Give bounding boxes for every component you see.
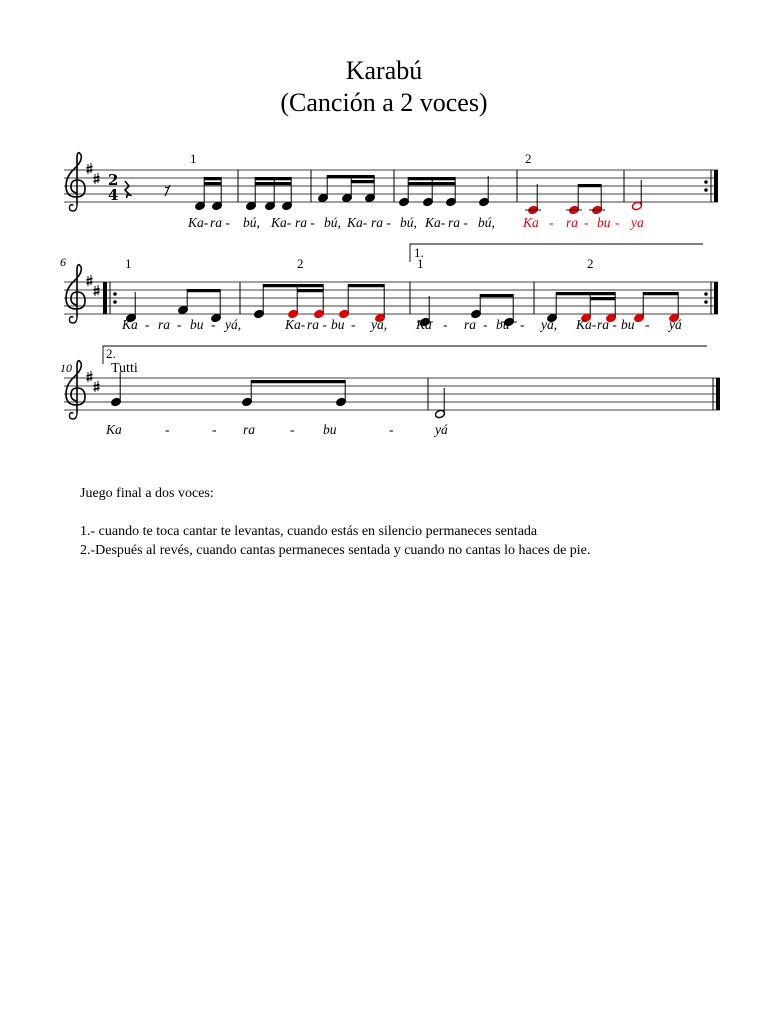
beam: [408, 182, 455, 185]
svg-text:-: -: [165, 422, 170, 437]
svg-text:yá,: yá,: [371, 317, 388, 332]
voice-mark-2: 2: [525, 151, 532, 166]
performance-notes: [80, 484, 590, 560]
svg-text:-: -: [584, 215, 589, 230]
system-3-notes: [111, 372, 446, 419]
voice-mark-1: 1: [125, 256, 132, 271]
svg-text:-: -: [177, 317, 182, 332]
svg-text:bu: bu: [190, 317, 204, 332]
svg-text:Ka-: Ka-: [285, 317, 306, 332]
svg-text:yá: yá: [669, 317, 682, 332]
svg-text:ra -: ra -: [597, 317, 617, 332]
svg-text:-: -: [290, 422, 295, 437]
note: [336, 380, 347, 407]
note: [423, 177, 434, 207]
voice-mark-1: 1: [417, 256, 424, 271]
svg-text:ra -: ra -: [371, 215, 391, 230]
tutti-label: Tutti: [111, 361, 138, 376]
beam: [348, 284, 384, 287]
note: [566, 184, 582, 215]
svg-text:-: -: [351, 317, 356, 332]
volta-1-label: 1.: [414, 245, 424, 260]
svg-text:bu: bu: [621, 317, 635, 332]
beam: [578, 184, 601, 187]
svg-text:-: -: [211, 317, 216, 332]
svg-text:Ka: Ka: [416, 317, 432, 332]
beam: [297, 289, 323, 292]
svg-text:-: -: [520, 317, 525, 332]
note: [318, 175, 329, 203]
svg-text:ra: ra: [566, 215, 579, 230]
svg-text:Ka-: Ka-: [347, 215, 368, 230]
svg-text:ra: ra: [243, 422, 256, 437]
svg-text:-: -: [645, 317, 650, 332]
svg-text:Ka-: Ka-: [576, 317, 597, 332]
song-subtitle: (Canción a 2 voces): [280, 88, 488, 117]
beam: [255, 182, 291, 185]
svg-text:Ka-: Ka-: [425, 215, 446, 230]
beam: [255, 177, 291, 180]
note: [435, 388, 446, 419]
beam: [251, 380, 345, 383]
voice-mark-2: 2: [587, 256, 594, 271]
voice-mark-2: 2: [297, 256, 304, 271]
time-signature-bottom: 4: [108, 186, 119, 204]
svg-text:bú,: bú,: [243, 215, 260, 230]
notes-line-1: 1.- cuando te toca cantar te levantas, cuando estás en silencio permaneces sentada: [80, 524, 538, 539]
beam: [204, 182, 221, 185]
svg-text:ra: ra: [158, 317, 171, 332]
lyrics-line-2: [121, 317, 682, 332]
volta-2-label: 2.: [106, 346, 116, 361]
note: [365, 175, 376, 203]
system-1-notes: [195, 170, 643, 215]
voice-mark-1: 1: [190, 151, 197, 166]
svg-text:bu: bu: [331, 317, 345, 332]
svg-text:Ka: Ka: [122, 317, 138, 332]
staff-system-2: [64, 282, 718, 314]
volta-bracket-1: [410, 244, 703, 262]
lyrics-line-3: [105, 422, 448, 437]
music-score: [0, 0, 768, 470]
svg-text:bu: bu: [323, 422, 337, 437]
svg-text:ra -: ra -: [295, 215, 315, 230]
svg-text:-: -: [443, 317, 448, 332]
note: [288, 284, 299, 319]
beam: [263, 284, 323, 287]
song-title: Karabú: [345, 56, 423, 85]
quarter-rest-icon: [125, 181, 130, 198]
beam: [204, 177, 221, 180]
svg-text:yá: yá: [435, 422, 448, 437]
beam: [351, 180, 374, 183]
key-signature-sharps: [87, 371, 100, 392]
note: [589, 184, 605, 215]
beam: [480, 294, 513, 297]
beam: [556, 292, 615, 295]
svg-text:bu: bu: [496, 317, 510, 332]
svg-text:yá,: yá,: [225, 317, 242, 332]
svg-text:ra: ra: [464, 317, 477, 332]
svg-text:-: -: [483, 317, 488, 332]
measure-number-6: 6: [60, 255, 66, 269]
note: [479, 176, 490, 207]
volta-bracket-2: [103, 346, 707, 364]
notes-heading: Juego final a dos voces:: [80, 486, 214, 501]
svg-text:bú,: bú,: [324, 215, 341, 230]
svg-text:-: -: [615, 215, 620, 230]
svg-text:-: -: [145, 317, 150, 332]
svg-text:ra -: ra -: [210, 215, 230, 230]
note: [446, 177, 457, 207]
note: [399, 177, 410, 207]
note: [254, 284, 265, 319]
beam: [590, 297, 615, 300]
svg-text:bu: bu: [597, 215, 611, 230]
staff-system-1: [64, 170, 718, 202]
lyrics-line-1: [187, 215, 644, 230]
svg-text:Ka: Ka: [106, 422, 122, 437]
svg-text:ra -: ra -: [448, 215, 468, 230]
key-signature-sharps: [87, 163, 100, 184]
time-signature-top: 2: [108, 171, 119, 189]
note: [634, 292, 645, 323]
note: [178, 289, 189, 315]
beam: [327, 175, 374, 178]
note: [525, 184, 541, 215]
beam: [187, 289, 220, 292]
note: [342, 175, 353, 203]
notes-line-2: 2.-Después al revés, cuando cantas permaneces sentada y cuando no cantas lo haces de pie.: [80, 543, 591, 558]
note: [111, 372, 122, 407]
beam: [408, 177, 455, 180]
key-signature-sharps: [87, 275, 100, 296]
svg-text:Ka-: Ka-: [271, 215, 292, 230]
measure-number-10: 10: [60, 361, 72, 375]
note: [242, 380, 253, 407]
svg-text:ya: ya: [631, 215, 644, 230]
svg-text:Ka: Ka: [523, 215, 539, 230]
svg-text:Ka-: Ka-: [188, 215, 209, 230]
svg-text:-: -: [389, 422, 394, 437]
beam: [643, 292, 678, 295]
note: [339, 284, 350, 319]
svg-text:-: -: [212, 422, 217, 437]
note: [632, 180, 643, 211]
svg-text:-: -: [549, 215, 554, 230]
svg-text:bú,: bú,: [400, 215, 417, 230]
staff-system-3: [64, 378, 720, 410]
svg-text:bú,: bú,: [478, 215, 495, 230]
svg-text:yá,: yá,: [541, 317, 558, 332]
svg-text:ra -: ra -: [307, 317, 327, 332]
